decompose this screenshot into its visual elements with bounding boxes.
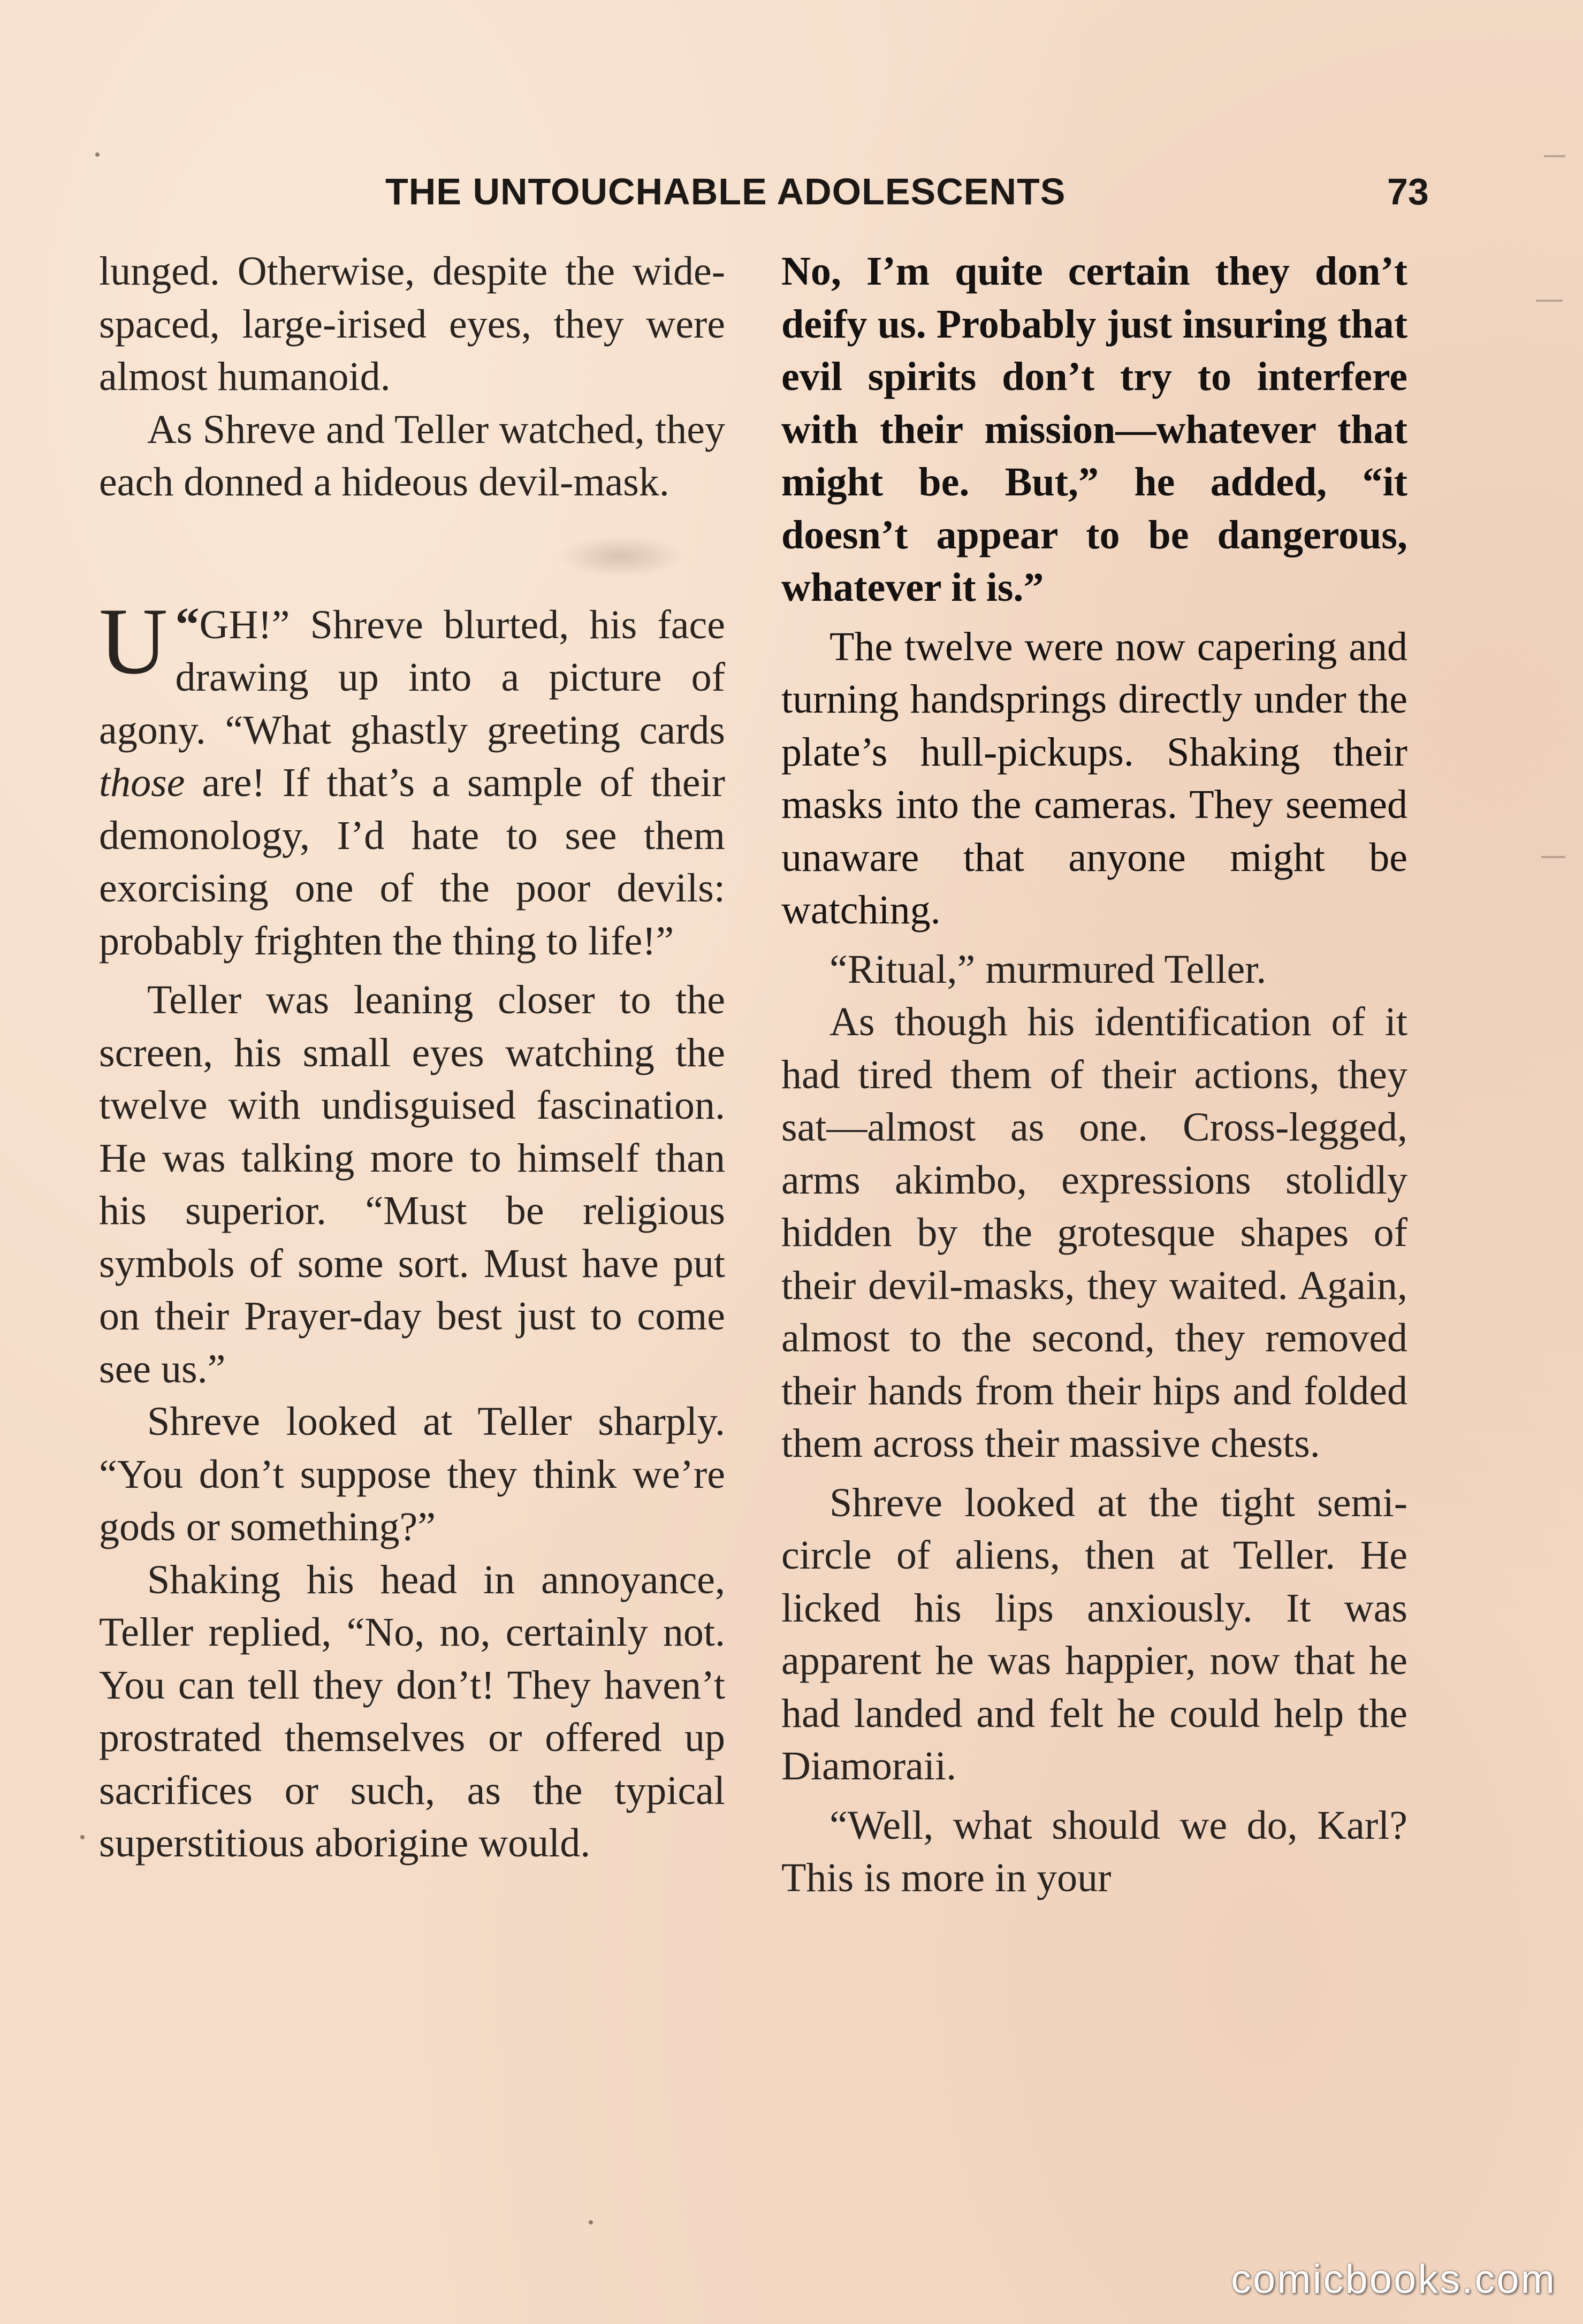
margin-mark	[1541, 856, 1565, 858]
page-number: 73	[1387, 171, 1429, 212]
watermark-logo: comicbooks.com	[1231, 2257, 1556, 2302]
paragraph: As Shreve and Teller watched, they each donned a hideous devil-mask.	[99, 407, 725, 504]
margin-mark	[1536, 300, 1563, 302]
paragraph: “Ritual,” murmured Teller.	[829, 946, 1267, 992]
paragraph: No, I’m quite certain they don’t deify us. Probably just insuring that evil spirits don’t try to interfere with their mission—whatever that might be. But,” he added, “it doesn’t appear to be dangerous, whatever it is.”	[781, 249, 1407, 610]
left-column	[99, 245, 725, 1870]
emphasized-word: those	[99, 760, 185, 805]
paragraph: lunged. Otherwise, despite the wide-spaced, large-irised eyes, they were almost humanoid.	[99, 249, 725, 399]
right-column	[781, 245, 1407, 1905]
drop-cap-quote: “	[175, 598, 200, 651]
paragraph: “Well, what should we do, Karl? This is more in your	[781, 1802, 1407, 1900]
margin-mark	[1544, 155, 1565, 157]
paper-speck	[80, 1835, 85, 1839]
paragraph: As though his identification of it had tired them of their actions, they sat—almost as one. Cross-legged, arms akimbo, expressions stolidly hidden by the grotesque shapes of their devil-masks, they waited. Again, almost to the second, they removed their hands from their hips and folded them across their massive chests.	[781, 999, 1407, 1466]
paragraph: Shreve looked at Teller sharply. “You don’t suppose they think we’re gods or something?”	[99, 1399, 725, 1549]
drop-cap-letter: U	[99, 587, 168, 694]
drop-cap-paragraph	[99, 587, 726, 968]
paragraph-text: are! If that’s a sample of their demonology, I’d hate to see them exorcising one of the poor devils: probably frighten the thing to life!”	[99, 760, 726, 964]
running-title: THE UNTOUCHABLE ADOLESCENTS	[385, 171, 1066, 212]
paragraph: Teller was leaning closer to the screen, his small eyes watching the twelve with undisguised fascination. He was talking more to himself than his superior. “Must be religious symbols of some sort. Must have put on their Prayer-day best just to come see us.”	[99, 977, 725, 1392]
paragraph-text: GH!” Shreve blurted, his face drawing up into a picture of agony. “What ghastly greeting cards	[99, 602, 725, 753]
paper-speck	[589, 2220, 593, 2224]
paper-speck	[95, 152, 100, 157]
paragraph: Shaking his head in annoyance, Teller replied, “No, no, certainly not. You can tell they don’t! They haven’t prostrated themselves or offered up sacrifices or such, as the typical superstitious aborigine would.	[99, 1557, 725, 1866]
paragraph: Shreve looked at the tight semi-circle of aliens, then at Teller. He licked his lips anxiously. It was apparent he was happier, now that he had landed and felt he could help the Diamoraii.	[781, 1480, 1407, 1788]
paragraph: The twelve were now capering and turning handsprings directly under the plate’s hull-pickups. Shaking their masks into the cameras. They seemed unaware that anyone might be watching.	[781, 624, 1407, 932]
ink-smudge	[557, 535, 685, 578]
